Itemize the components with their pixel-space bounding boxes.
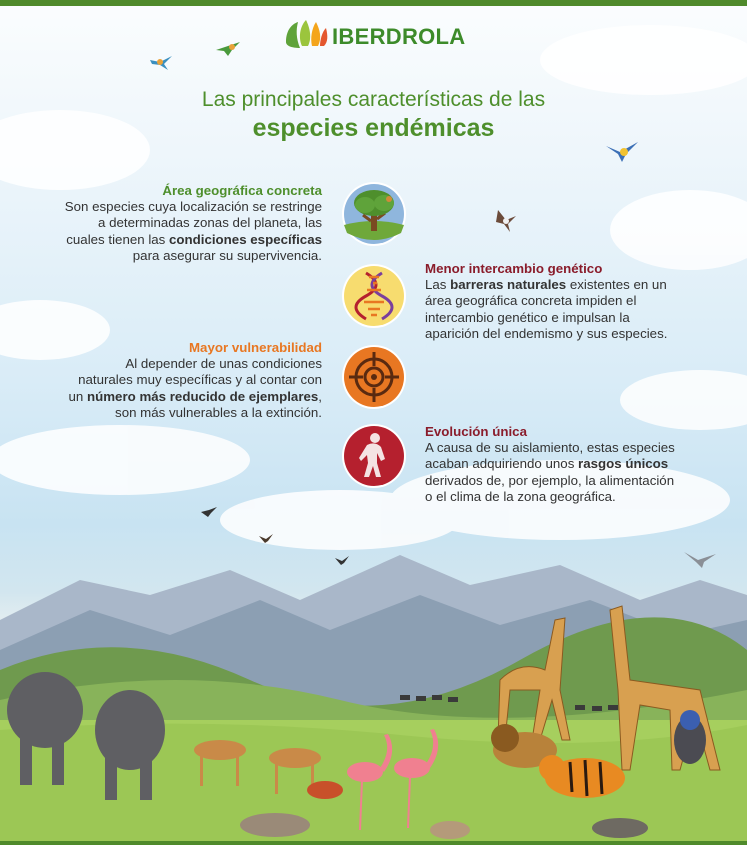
section-text: Al depender de unas condiciones naturales muy específicas y al contar con un número más reducido de ejemplares, son más vulnerables a la extinción. xyxy=(68,356,322,420)
section-heading: Área geográfica concreta xyxy=(162,183,322,198)
bird-icon xyxy=(214,40,242,58)
dna-icon xyxy=(341,263,407,329)
section-heading: Mayor vulnerabilidad xyxy=(188,340,322,355)
section-intercambio-genetico xyxy=(425,261,725,342)
page-title-line1: Las principales características de las xyxy=(201,88,546,111)
bottom-bar xyxy=(0,841,747,845)
section-text: A causa de su aislamiento, estas especies acaban adquiriendo unos rasgos únicos derivados de, por ejemplo, la alimentación o el clima de la zona geográfica. xyxy=(425,440,675,504)
section-heading: Evolución única xyxy=(425,424,527,439)
bird-icon xyxy=(604,140,640,164)
target-icon xyxy=(341,344,407,410)
brand-name: IBERDROLA xyxy=(332,24,466,49)
section-evolucion-unica xyxy=(425,424,725,505)
tree-icon xyxy=(341,181,407,247)
section-heading: Menor intercambio genético xyxy=(425,261,603,276)
bird-icon xyxy=(494,208,518,234)
leaf-drops-icon xyxy=(282,16,328,56)
evolution-icon xyxy=(341,423,407,489)
bird-icon xyxy=(200,506,218,518)
bird-icon xyxy=(148,52,174,72)
section-mayor-vulnerabilidad xyxy=(20,340,322,421)
section-area-geografica xyxy=(20,183,322,264)
page-title-line2: especies endémicas xyxy=(252,114,495,142)
section-text: Las barreras naturales existentes en un área geográfica concreta impiden el intercambio genético e impulsan la aparición del endemismo y sus especies. xyxy=(425,277,668,341)
section-text: Son especies cuya localización se restringe a determinadas zonas del planeta, las cuales tienen las condiciones específicas para asegurar su supervivencia. xyxy=(64,199,322,263)
brand-logo xyxy=(282,16,472,56)
landscape-illustration xyxy=(0,540,747,845)
